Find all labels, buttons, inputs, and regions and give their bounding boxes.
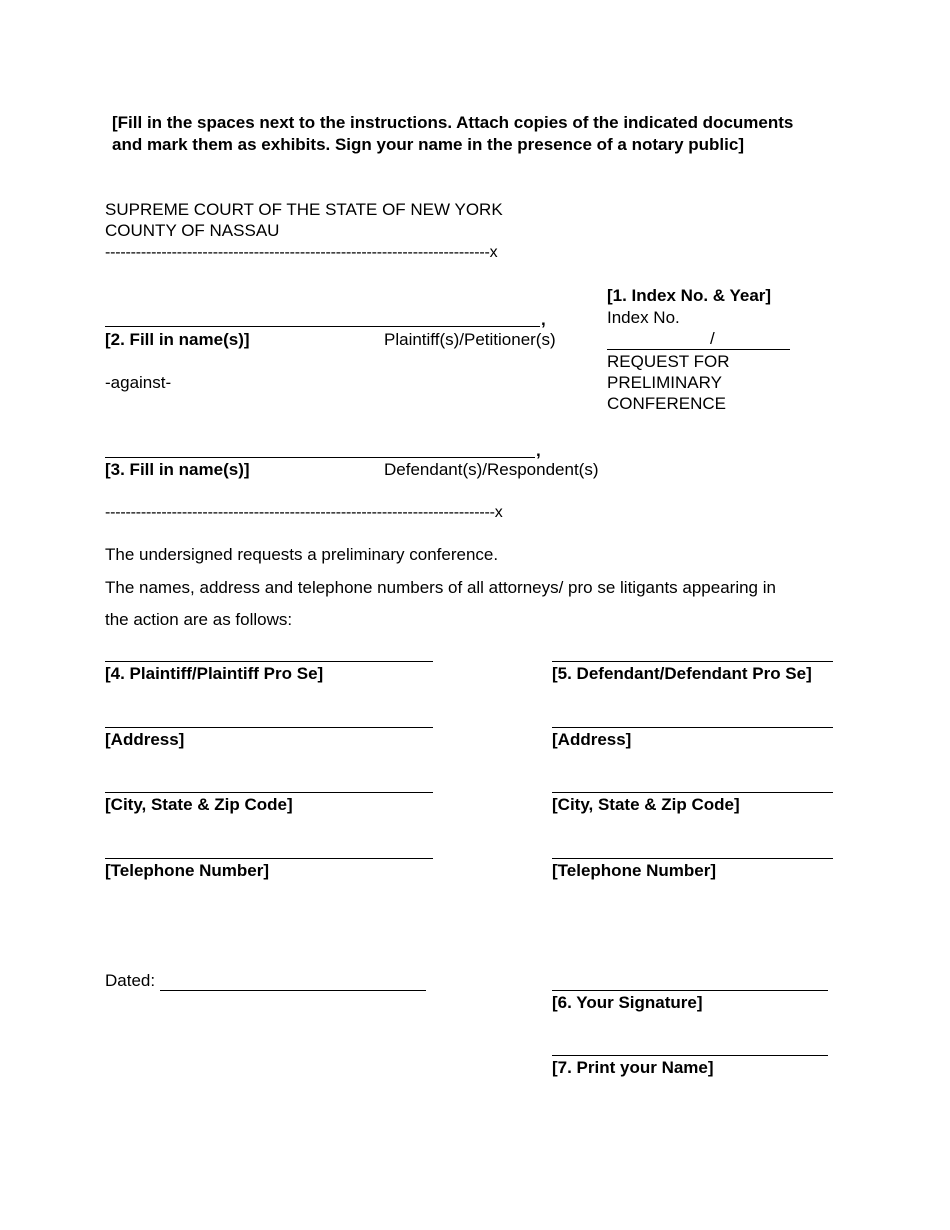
defendant-name-field[interactable] <box>105 457 535 458</box>
plaintiff-comma: , <box>541 310 546 329</box>
attorneys-sentence-line-1: The names, address and telephone numbers of all attorneys/ pro se litigants appearing in <box>105 578 776 597</box>
request-title-line-1: REQUEST FOR <box>607 352 730 371</box>
plaintiff-city-field[interactable] <box>105 792 433 793</box>
index-number-field[interactable] <box>607 349 790 350</box>
defendant-attorney-label: [5. Defendant/Defendant Pro Se] <box>552 664 812 683</box>
caption-top-separator: ---------------------------------------------------------------------------x <box>105 244 498 261</box>
defendant-address-label: [Address] <box>552 730 632 749</box>
defendant-phone-label: [Telephone Number] <box>552 861 717 880</box>
request-title-line-3: CONFERENCE <box>607 394 727 413</box>
plaintiff-address-field[interactable] <box>105 727 433 728</box>
index-number-label: Index No. <box>607 308 680 327</box>
against-label: -against- <box>105 373 172 392</box>
instructions-text: [Fill in the spaces next to the instructions. Attach copies of the indicated documents and mark them as exhibits. Sign your name in the presence of a notary public] <box>112 113 794 154</box>
defendant-phone-field[interactable] <box>552 858 833 859</box>
index-year-slash: / <box>710 329 715 348</box>
defendant-role-label: Defendant(s)/Respondent(s) <box>384 460 599 479</box>
request-title-line-2: PRELIMINARY <box>607 373 722 392</box>
defendant-comma: , <box>536 441 541 460</box>
plaintiff-address-label: [Address] <box>105 730 185 749</box>
plaintiff-phone-label: [Telephone Number] <box>105 861 270 880</box>
plaintiff-name-field[interactable] <box>105 326 540 327</box>
defendant-city-field[interactable] <box>552 792 833 793</box>
defendant-address-field[interactable] <box>552 727 833 728</box>
attorneys-sentence-line-2: the action are as follows: <box>105 610 293 629</box>
defendant-city-label: [City, State & Zip Code] <box>552 795 740 814</box>
county-name: COUNTY OF NASSAU <box>105 221 280 240</box>
index-number-instruction: [1. Index No. & Year] <box>607 286 772 305</box>
plaintiff-attorney-field[interactable] <box>105 661 433 662</box>
plaintiff-city-label: [City, State & Zip Code] <box>105 795 293 814</box>
signature-label: [6. Your Signature] <box>552 993 703 1012</box>
printed-name-label: [7. Print your Name] <box>552 1058 714 1077</box>
signature-field[interactable] <box>552 990 828 991</box>
dated-label: Dated: <box>105 971 156 990</box>
defendant-attorney-field[interactable] <box>552 661 833 662</box>
plaintiff-phone-field[interactable] <box>105 858 433 859</box>
plaintiff-attorney-label: [4. Plaintiff/Plaintiff Pro Se] <box>105 664 324 683</box>
caption-bottom-separator: ----------------------------------------------------------------------------x <box>105 504 503 521</box>
plaintiff-role-label: Plaintiff(s)/Petitioner(s) <box>384 330 556 349</box>
court-name: SUPREME COURT OF THE STATE OF NEW YORK <box>105 200 503 219</box>
defendant-name-instruction: [3. Fill in name(s)] <box>105 460 250 479</box>
plaintiff-name-instruction: [2. Fill in name(s)] <box>105 330 250 349</box>
request-sentence: The undersigned requests a preliminary conference. <box>105 545 499 564</box>
date-field[interactable] <box>160 990 426 991</box>
printed-name-field[interactable] <box>552 1055 828 1056</box>
